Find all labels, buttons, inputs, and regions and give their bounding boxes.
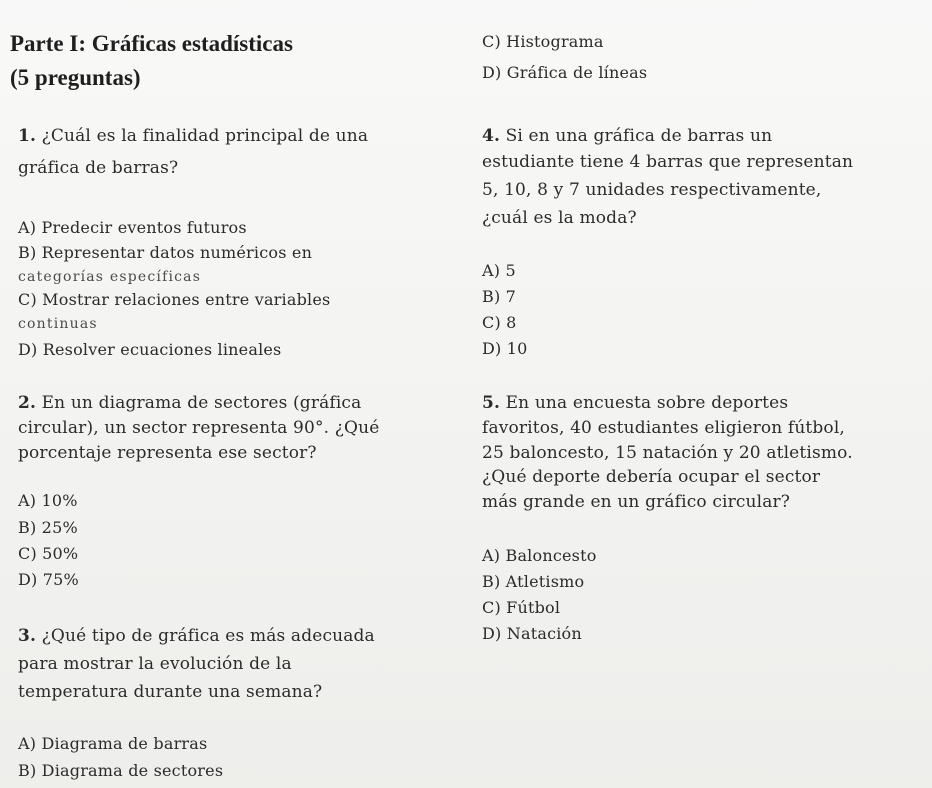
question-number: 1.: [18, 126, 37, 146]
question-1-line-2: gráfica de barras?: [18, 158, 179, 178]
question-5-line-1: [482, 395, 788, 412]
option-a[interactable]: A) 10%: [18, 491, 78, 510]
question-4-line-1: [482, 128, 772, 145]
question-4-line-4: ¿cuál es la moda?: [482, 208, 637, 228]
option-a[interactable]: A) Predecir eventos futuros: [18, 218, 247, 237]
question-text: ¿Cuál es la finalidad principal de una: [41, 126, 369, 146]
option-b[interactable]: B) Representar datos numéricos en: [18, 243, 313, 262]
option-a[interactable]: A) Diagrama de barras: [18, 734, 208, 753]
option-c[interactable]: C) 8: [482, 313, 517, 332]
option-a[interactable]: A) 5: [482, 261, 516, 280]
option-c[interactable]: C) Histograma: [482, 32, 604, 51]
option-d[interactable]: D) Resolver ecuaciones lineales: [18, 340, 282, 359]
question-number: 5.: [482, 393, 501, 413]
option-b-continued: categorías específicas: [18, 269, 202, 285]
question-5-line-4: ¿Qué deporte debería ocupar el sector: [482, 467, 821, 487]
option-d[interactable]: D) Natación: [482, 624, 582, 643]
question-number: 3.: [18, 626, 37, 646]
option-d[interactable]: D) 10: [482, 339, 528, 358]
question-3-line-3: temperatura durante una semana?: [18, 682, 323, 702]
question-4-line-3: 5, 10, 8 y 7 unidades respectivamente,: [482, 180, 822, 200]
question-number: 2.: [18, 393, 37, 413]
option-d[interactable]: D) 75%: [18, 570, 79, 589]
option-d[interactable]: D) Gráfica de líneas: [482, 63, 648, 82]
question-text: En un diagrama de sectores (gráfica: [41, 393, 362, 413]
option-b[interactable]: B) Atletismo: [482, 572, 585, 591]
section-subtitle: (5 preguntas): [10, 65, 141, 90]
option-c-continued: continuas: [18, 316, 98, 332]
question-1-line-1: [18, 128, 368, 145]
question-2-line-3: porcentaje representa ese sector?: [18, 443, 317, 463]
option-b[interactable]: B) 25%: [18, 518, 78, 537]
option-b[interactable]: B) 7: [482, 287, 517, 306]
question-3-line-1: [18, 628, 375, 645]
question-5-line-3: 25 baloncesto, 15 natación y 20 atletismo.: [482, 443, 853, 463]
option-b[interactable]: B) Diagrama de sectores: [18, 761, 224, 780]
option-c[interactable]: C) Mostrar relaciones entre variables: [18, 290, 331, 309]
option-c[interactable]: C) 50%: [18, 544, 79, 563]
question-text: En una encuesta sobre deportes: [505, 393, 789, 413]
question-2-line-1: [18, 395, 361, 412]
section-title: Parte I: Gráficas estadísticas: [10, 31, 293, 56]
question-text: ¿Qué tipo de gráfica es más adecuada: [41, 626, 375, 646]
option-c[interactable]: C) Fútbol: [482, 598, 561, 617]
question-4-line-2: estudiante tiene 4 barras que representan: [482, 152, 854, 172]
question-5-line-5: más grande en un gráfico circular?: [482, 492, 791, 512]
question-number: 4.: [482, 126, 501, 146]
question-5-line-2: favoritos, 40 estudiantes eligieron fútbol,: [482, 418, 845, 438]
question-2-line-2: circular), un sector representa 90°. ¿Qué: [18, 418, 380, 438]
option-a[interactable]: A) Baloncesto: [482, 546, 597, 565]
question-3-line-2: para mostrar la evolución de la: [18, 654, 292, 674]
question-text: Si en una gráfica de barras un: [505, 126, 773, 146]
